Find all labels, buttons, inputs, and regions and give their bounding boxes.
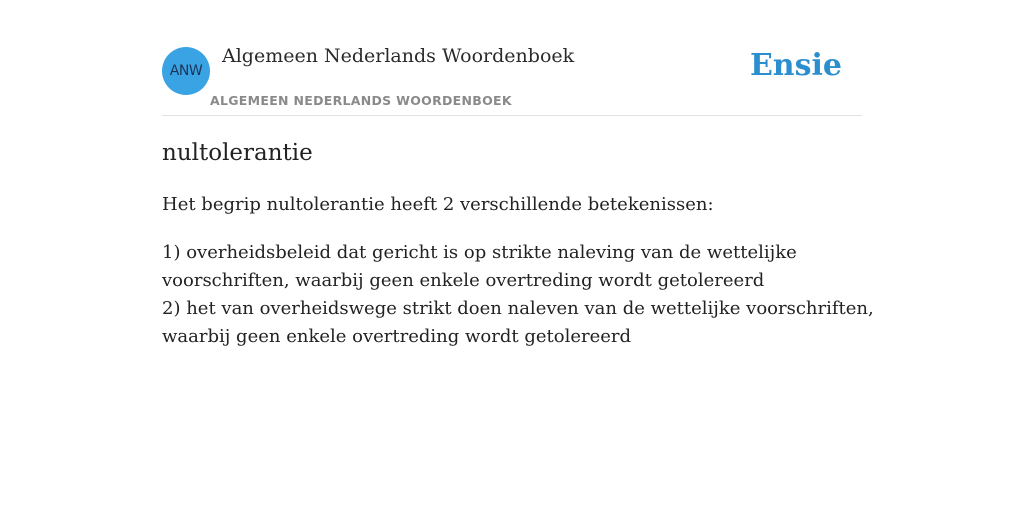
definition-line: voorschriften, waarbij geen enkele overtreding wordt getolereerd bbox=[162, 270, 765, 291]
ensie-brand-link[interactable]: Ensie bbox=[749, 48, 842, 83]
content-container bbox=[162, 0, 874, 347]
definition-line: 1) overheidsbeleid dat gericht is op strikte naleving van de wettelijke bbox=[162, 242, 797, 263]
logo-text: ANW bbox=[169, 63, 203, 79]
entry-word-title: nultolerantie bbox=[162, 140, 313, 166]
definition-line: waarbij geen enkele overtreding wordt getolereerd bbox=[162, 326, 632, 347]
site-header bbox=[162, 0, 862, 116]
site-title[interactable]: Algemeen Nederlands Woordenboek bbox=[222, 45, 575, 67]
site-subtitle: ALGEMEEN NEDERLANDS WOORDENBOEK bbox=[210, 93, 512, 108]
anw-logo[interactable] bbox=[162, 47, 210, 95]
entry-intro: Het begrip nultolerantie heeft 2 verschillende betekenissen: bbox=[162, 194, 714, 215]
definition-line: 2) het van overheidswege strikt doen naleven van de wettelijke voorschriften, bbox=[162, 298, 874, 319]
definitions bbox=[162, 239, 874, 351]
